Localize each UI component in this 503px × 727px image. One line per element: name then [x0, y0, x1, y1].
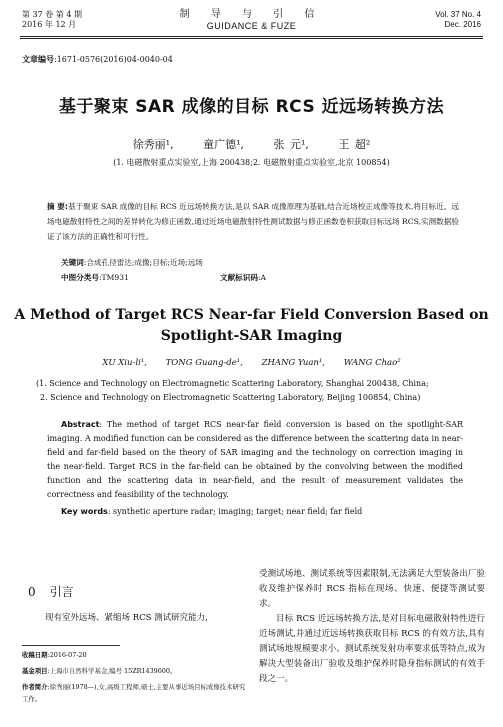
affiliation-cn: (1. 电磁散射重点实验室,上海 200438;2. 电磁散射重点实验室,北京 100854) [113, 158, 390, 167]
title-cn: 基于聚束 SAR 成像的目标 RCS 近远场转换方法 [58, 97, 445, 117]
date-en: Dec. 2016 [444, 20, 481, 29]
article-number [22, 54, 173, 65]
author-cn: 王 超² [338, 138, 371, 151]
footnote-label: 收稿日期 [22, 651, 48, 659]
title-en [0, 305, 503, 347]
keywords-cn-text: :合成孔径雷达;成像;目标;近场;远场 [83, 258, 203, 267]
document-code-label: 文献标识码 [220, 273, 258, 282]
right-column [259, 567, 485, 687]
header-rule-top [20, 36, 483, 37]
section-heading [28, 583, 74, 600]
journal-name-en: GUIDANCE & FUZE [206, 21, 297, 31]
header-rule-bottom [20, 38, 483, 39]
keywords-cn-label: 关键词 [61, 258, 84, 267]
footnote-author-bio [22, 681, 248, 705]
classification-label: 中图分类号 [61, 273, 99, 282]
header-center [0, 8, 503, 32]
body-paragraph: 目标 RCS 近远场转换方法,是对目标电磁散射特性进行近场测试,并通过近远场转换获取目标 RCS 的有效方法,具有测试场地规模要求小、测试系统发射功率要求低等特点,成为解决大型装备出厂验收及维护保养时隐身指标测试的有效手段之一。 [259, 614, 485, 684]
section-number: 0 [28, 585, 36, 599]
author-en: ZHANG Yuan¹, [261, 358, 325, 368]
document-code-value: :A [257, 273, 267, 282]
author-en: TONG Guang-de¹, [165, 358, 243, 368]
keywords-en [61, 507, 362, 516]
author-en: XU Xiu-li¹, [102, 358, 147, 368]
affiliation-en-1: (1. Science and Technology on Electromagnetic Scattering Laboratory, Shanghai 200438, China; [36, 379, 429, 388]
body-paragraph: 受测试场地、测试系统等因素限制,无法满足大型装备出厂验收及维护保养时 RCS 指标在现场、快速、便捷等测试要求。 [259, 569, 485, 609]
author-cn: 童广德¹, [203, 138, 244, 151]
volume-issue-en: Vol. 37 No. 4 [435, 10, 481, 19]
document-code [220, 272, 266, 283]
footnote-text: :徐秀丽(1978—),女,高级工程师,硕士,主要从事近场目标成像技术研究工作。 [22, 683, 246, 703]
authors-cn [0, 136, 503, 152]
abstract-cn-text: 基于聚束 SAR 成像的目标 RCS 近远场转换方法,是以 SAR 成像原理为基础,结合近场校正成像等技术,将目标近、远场电磁散射特性之间的差异转化为修正函数,通过近场电磁散射特性测试数据与修正函数卷积获取目标远场 RCS,实测数据验证了该方法的正确性和可行性。 [47, 202, 459, 241]
abstract-en [47, 418, 463, 502]
section-title: 引言 [49, 585, 74, 599]
footnote-label: 基金项目 [22, 667, 48, 675]
date-cn: 2016 年 12 月 [22, 20, 77, 29]
abstract-cn [47, 199, 459, 244]
footnote-received [22, 649, 248, 661]
affiliation-en-2: 2. Science and Technology on Electromagnetic Scattering Laboratory, Beijing 100854, China) [40, 393, 421, 402]
abstract-en-text: : The method of target RCS near-far field conversion is based on the spotlight-SAR imaging. A modified function can be considered as the difference between the scattering data in near-field and far-field based on the theory of SAR imaging and the technology on correction imaging in the near-field. Target RCS in the far-field can be obtained by the convolving between the modified function and the scattering data in near-field, and the result of measurement validates the correctness and feasibility of the technology. [47, 420, 463, 499]
authors-en [0, 358, 503, 368]
author-cn: 张 元¹, [273, 138, 309, 151]
footnote-text: :上海市自然科学基金,编号 15ZR1439600。 [47, 667, 177, 675]
classification-number [61, 272, 129, 283]
volume-issue-cn: 第 37 卷 第 4 期 [22, 10, 82, 19]
intro-paragraph: 现有室外远场、紧缩场 RCS 测试研究能力, [45, 613, 208, 623]
title-en-line2: Spotlight-SAR Imaging [160, 328, 343, 344]
affiliation-en [36, 377, 476, 405]
footnote-label: 作者简介 [22, 683, 48, 691]
header-right [435, 10, 481, 30]
journal-name-cn: 制 导 与 引 信 [179, 9, 324, 20]
footnote-rule [22, 645, 120, 646]
footnote-text: :2016-07-20 [47, 651, 87, 659]
footnote-funding [22, 665, 248, 677]
article-number-value: :1671-0576(2016)04-0040-04 [54, 55, 173, 64]
classification-value: :TM931 [98, 273, 129, 282]
keywords-en-text: : synthetic aperture radar; imaging; target; near field; far field [107, 507, 363, 516]
keywords-en-label: Key words [61, 507, 108, 516]
author-en: WANG Chao² [343, 358, 401, 368]
title-en-line1: A Method of Target RCS Near-far Field Conversion Based on [14, 307, 489, 323]
abstract-cn-label: 摘 要: [47, 202, 68, 211]
article-number-label: 文章编号 [22, 54, 54, 64]
keywords-cn [61, 257, 203, 268]
abstract-en-label: Abstract [61, 420, 100, 429]
author-cn: 徐秀丽¹, [132, 138, 174, 151]
